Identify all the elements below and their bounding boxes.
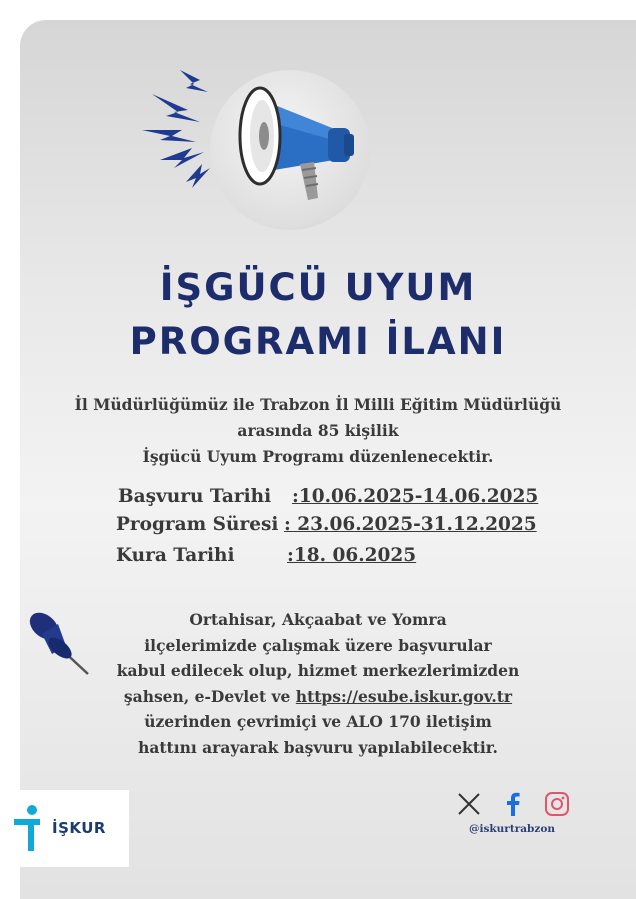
application-date-value: :10.06.2025-14.06.2025: [292, 486, 539, 507]
body-line: üzerinden çevrimiçi ve ALO 170 iletişim: [144, 712, 492, 731]
facebook-icon[interactable]: [503, 791, 523, 817]
body-line: Ortahisar, Akçaabat ve Yomra: [189, 610, 447, 629]
megaphone-icon: [130, 60, 370, 220]
body-line-prefix: şahsen, e-Devlet ve: [123, 686, 296, 706]
iskur-portal-link[interactable]: https://esube.iskur.gov.tr: [295, 686, 513, 706]
body-line: kabul edilecek olup, hizmet merkezlerimizden: [116, 661, 520, 680]
body-paragraph: [0, 607, 636, 760]
body-line: ilçelerimizde çalışmak üzere başvurular: [144, 635, 492, 655]
intro-line: İşgücü Uyum Programı düzenlenecektir.: [142, 447, 494, 466]
intro-line: arasında 85 kişilik: [237, 421, 399, 440]
body-line: hattını arayarak başvuru yapılabilecektir.: [138, 737, 498, 757]
x-icon[interactable]: [456, 791, 482, 817]
program-duration-label: Program Süresi: [116, 514, 279, 535]
iskur-logo-mark-icon: [14, 802, 50, 854]
body-line-with-link: [0, 684, 636, 710]
application-date-label: Başvuru Tarihi: [118, 486, 272, 507]
iskur-logo[interactable]: [8, 790, 129, 867]
draw-date-value: :18. 06.2025: [287, 545, 417, 566]
instagram-icon[interactable]: [544, 791, 570, 817]
iskur-logo-text: İŞKUR: [52, 819, 106, 837]
title-line-2: PROGRAMI İLANI: [129, 320, 507, 363]
title-line-1: İŞGÜCÜ UYUM: [159, 266, 477, 309]
intro-line: İl Müdürlüğümüz ile Trabzon İl Milli Eğitim Müdürlüğü: [74, 395, 562, 414]
intro-paragraph: [0, 392, 636, 470]
draw-date-label: Kura Tarihi: [116, 545, 235, 566]
social-handle[interactable]: @iskurtrabzon: [469, 823, 555, 835]
program-duration-value: : 23.06.2025-31.12.2025: [284, 514, 537, 535]
